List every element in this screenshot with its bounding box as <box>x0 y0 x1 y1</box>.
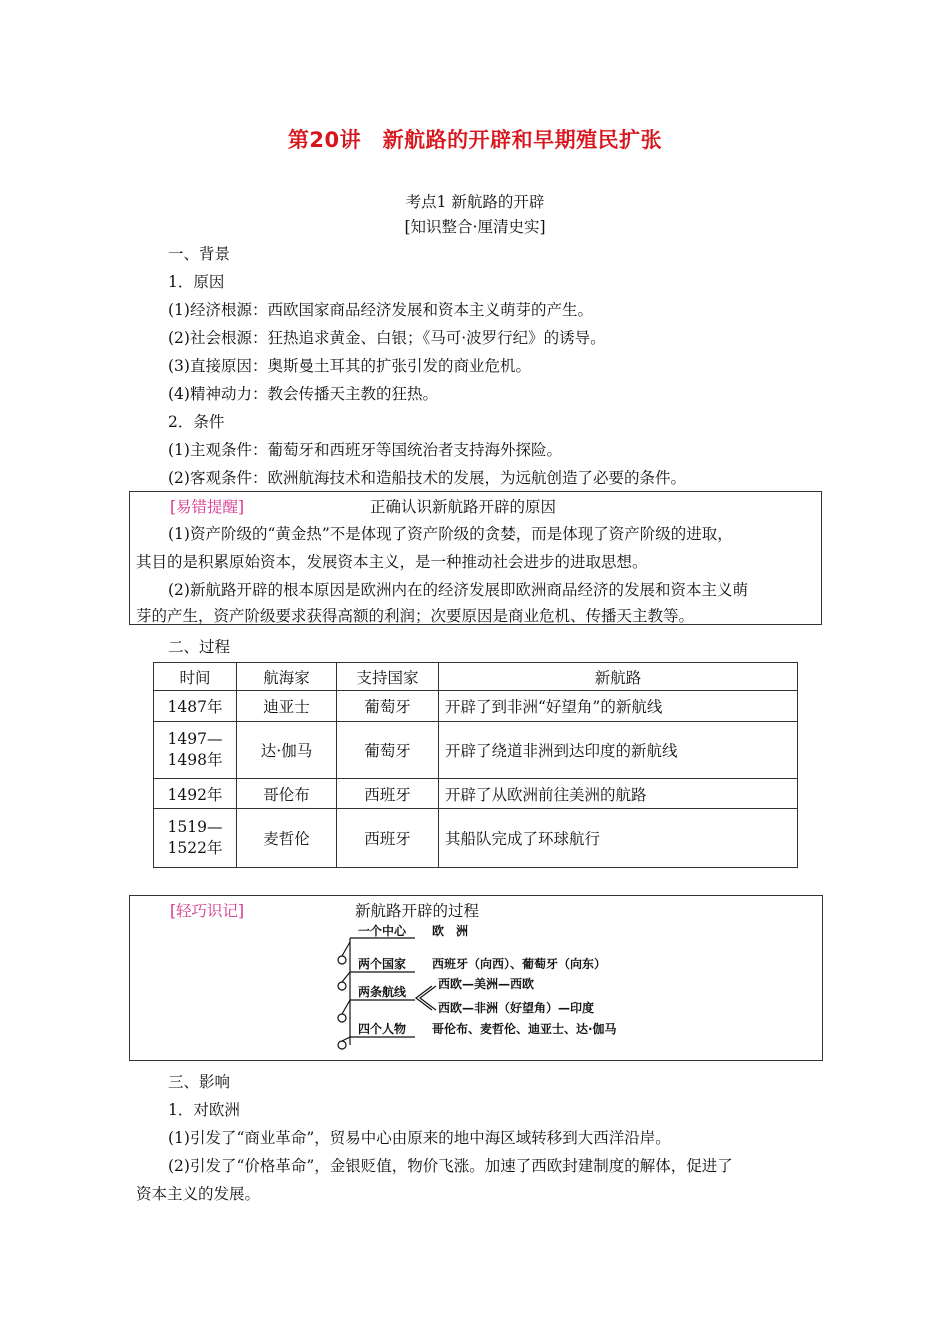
cell-country: 葡萄牙 <box>337 691 439 722</box>
part1-heading: 一、背景 <box>168 245 231 263</box>
cell-time: 1487年 <box>154 691 237 722</box>
paragraph: (2)引发了“价格革命”，金银贬值，物价飞涨。加速了西欧封建制度的解体，促进了 <box>168 1157 733 1175</box>
node-label: 两个国家 <box>358 957 407 971</box>
cell-navigator: 达·伽马 <box>237 722 337 779</box>
time-line: 1497— <box>167 730 223 748</box>
section-heading: 考点1 新航路的开辟 <box>405 193 545 211</box>
cell-route: 其船队完成了环球航行 <box>439 809 798 868</box>
paragraph: (2)社会根源：狂热追求黄金、白银；《马可·波罗行纪》的诱导。 <box>168 329 606 347</box>
tip-tag: [易错提醒] <box>170 498 245 516</box>
paragraph: (2)客观条件：欧洲航海技术和造船技术的发展，为远航创造了必要的条件。 <box>168 469 686 487</box>
paragraph: (4)精神动力：教会传播天主教的狂热。 <box>168 385 438 403</box>
tip-line: (1)资产阶级的“黄金热”不是体现了资产阶级的贪婪，而是体现了资产阶级的进取， <box>168 525 733 543</box>
part1-sub2: 2．条件 <box>168 413 225 431</box>
table-header-row <box>154 663 798 691</box>
memory-tag: [轻巧识记] <box>170 902 245 920</box>
part3-sub1: 1．对欧洲 <box>168 1101 240 1119</box>
cell-route: 开辟了绕道非洲到达印度的新航线 <box>439 722 798 779</box>
tip-heading: 正确认识新航路开辟的原因 <box>370 498 557 516</box>
cell-navigator: 麦哲伦 <box>237 809 337 868</box>
cell-route: 开辟了到非洲“好望角”的新航线 <box>439 691 798 722</box>
table-row <box>154 809 798 868</box>
time-line: 1519— <box>167 818 223 836</box>
table-header: 航海家 <box>237 663 337 691</box>
table-header: 支持国家 <box>337 663 439 691</box>
cell-time: 1492年 <box>154 779 237 809</box>
table-row <box>154 722 798 779</box>
node-value: 哥伦布、麦哲伦、迪亚士、达·伽马 <box>432 1022 617 1036</box>
cell-country: 西班牙 <box>337 809 439 868</box>
cell-navigator: 哥伦布 <box>237 779 337 809</box>
cell-country: 葡萄牙 <box>337 722 439 779</box>
memory-heading: 新航路开辟的过程 <box>355 902 480 920</box>
subheading: [知识整合·厘清史实] <box>404 218 546 236</box>
tip-line: (2)新航路开辟的根本原因是欧洲内在的经济发展即欧洲商品经济的发展和资本主义萌 <box>168 581 748 599</box>
part1-sub1: 1．原因 <box>168 273 225 291</box>
node-value: 西欧—非洲（好望角）—印度 <box>438 1001 595 1015</box>
part2-heading: 二、过程 <box>168 638 231 656</box>
table-header: 新航路 <box>439 663 798 691</box>
paragraph: 资本主义的发展。 <box>136 1185 261 1203</box>
node-label: 四个人物 <box>358 1022 407 1036</box>
node-value: 西欧—美洲—西欧 <box>438 977 535 991</box>
paragraph: (1)引发了“商业革命”，贸易中心由原来的地中海区域转移到大西洋沿岸。 <box>168 1129 671 1147</box>
paragraph: (3)直接原因：奥斯曼土耳其的扩张引发的商业危机。 <box>168 357 531 375</box>
table-row <box>154 779 798 809</box>
table-header: 时间 <box>154 663 237 691</box>
tip-line: 芽的产生，资产阶级要求获得高额的利润；次要原因是商业危机、传播天主教等。 <box>136 607 695 625</box>
cell-country: 西班牙 <box>337 779 439 809</box>
cell-navigator: 迪亚士 <box>237 691 337 722</box>
node-label: 一个中心 <box>358 924 407 938</box>
cell-time <box>154 722 237 779</box>
paragraph: (1)主观条件：葡萄牙和西班牙等国统治者支持海外探险。 <box>168 441 562 459</box>
node-value: 欧 洲 <box>432 924 469 938</box>
process-mind-map <box>320 920 700 1060</box>
node-value: 西班牙（向西）、葡萄牙（向东） <box>432 957 607 971</box>
time-line: 1522年 <box>167 839 223 857</box>
time-line: 1498年 <box>167 751 223 769</box>
table-row <box>154 691 798 722</box>
voyages-table <box>153 662 798 868</box>
part3-heading: 三、影响 <box>168 1073 231 1091</box>
cell-route: 开辟了从欧洲前往美洲的航路 <box>439 779 798 809</box>
paragraph: (1)经济根源：西欧国家商品经济发展和资本主义萌芽的产生。 <box>168 301 593 319</box>
node-label: 两条航线 <box>358 985 407 999</box>
cell-time <box>154 809 237 868</box>
page-title: 第20讲 新航路的开辟和早期殖民扩张 <box>287 128 663 152</box>
tip-line: 其目的是积累原始资本，发展资本主义，是一种推动社会进步的进取思想。 <box>136 553 648 571</box>
